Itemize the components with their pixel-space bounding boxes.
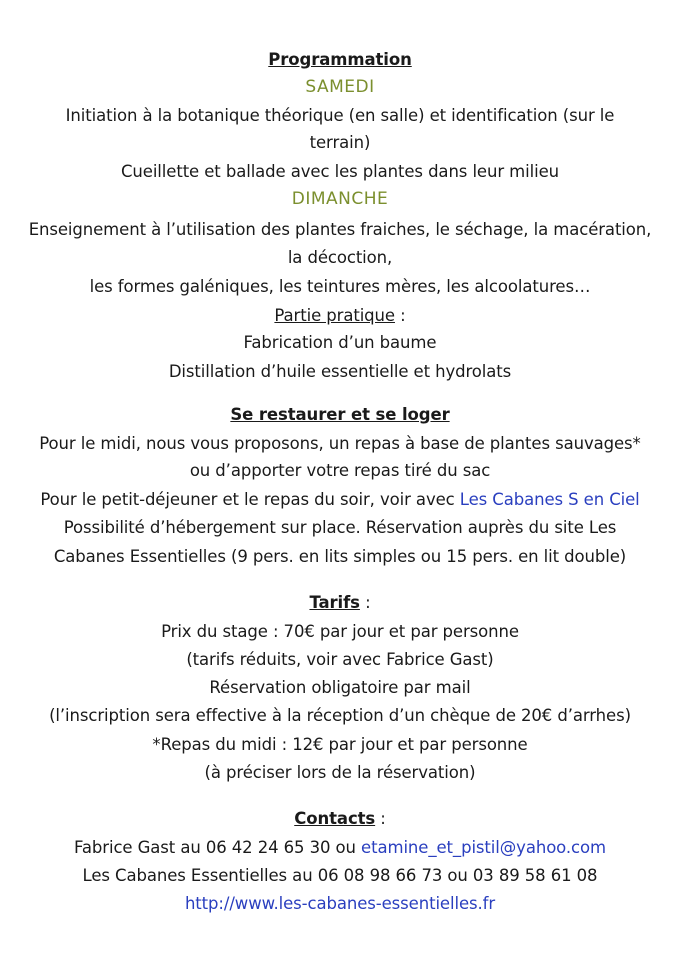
- fabrice-contact-line: [0, 836, 680, 860]
- fabrice-contact-text: Fabrice Gast au 06 42 24 65 30 ou: [74, 838, 362, 857]
- pratique-label: Partie pratique: [274, 306, 395, 325]
- contacts-suffix: :: [375, 809, 386, 828]
- cabanes-link[interactable]: Les Cabanes S en Ciel: [459, 490, 640, 509]
- restaurer-title: Se restaurer et se loger: [230, 405, 450, 424]
- cabanes-contact-line: Les Cabanes Essentielles au 06 08 98 66 73 ou 03 89 58 61 08: [82, 866, 598, 885]
- tarifs-line-6: (à préciser lors de la réservation): [204, 763, 476, 782]
- tarifs-line-1: Prix du stage : 70€ par jour et par personne: [161, 622, 519, 641]
- dimanche-line-3: les formes galéniques, les teintures mères, les alcoolatures…: [89, 277, 591, 296]
- samedi-line-2: terrain): [309, 133, 371, 152]
- email-link[interactable]: etamine_et_pistil@yahoo.com: [361, 838, 606, 857]
- contacts-heading: [0, 807, 680, 831]
- dimanche-line-2: la décoction,: [287, 248, 393, 267]
- tarifs-line-2: (tarifs réduits, voir avec Fabrice Gast): [186, 650, 494, 669]
- website-link[interactable]: http://www.les-cabanes-essentielles.fr: [184, 894, 496, 913]
- samedi-line-1: Initiation à la botanique théorique (en salle) et identification (sur le: [65, 106, 615, 125]
- breakfast-text: Pour le petit-déjeuner et le repas du soir, voir avec: [40, 490, 460, 509]
- tarifs-title: Tarifs: [309, 593, 360, 612]
- pratique-heading: [0, 304, 680, 328]
- restaurer-line-1: Pour le midi, nous vous proposons, un repas à base de plantes sauvages*: [39, 434, 641, 453]
- tarifs-line-4: (l’inscription sera effective à la réception d’un chèque de 20€ d’arrhes): [49, 706, 631, 725]
- breakfast-line: [0, 488, 680, 512]
- pratique-line-2: Distillation d’huile essentielle et hydrolats: [168, 362, 512, 381]
- tarifs-line-3: Réservation obligatoire par mail: [209, 678, 471, 697]
- programme-title: Programmation: [268, 50, 412, 69]
- hebergement-line-1: Possibilité d’hébergement sur place. Réservation auprès du site Les: [63, 518, 617, 537]
- hebergement-line-2: Cabanes Essentielles (9 pers. en lits simples ou 15 pers. en lit double): [53, 547, 627, 566]
- dimanche-line-1: Enseignement à l’utilisation des plantes fraiches, le séchage, la macération,: [28, 220, 652, 239]
- pratique-suffix: :: [394, 306, 406, 325]
- tarifs-suffix: :: [359, 593, 371, 612]
- contacts-title: Contacts: [294, 809, 376, 828]
- pratique-line-1: Fabrication d’un baume: [243, 333, 437, 352]
- restaurer-line-2: ou d’apporter votre repas tiré du sac: [189, 461, 491, 480]
- dimanche-label: DIMANCHE: [291, 189, 389, 209]
- tarifs-heading: [0, 591, 680, 615]
- tarifs-line-5: *Repas du midi : 12€ par jour et par personne: [152, 735, 528, 754]
- samedi-label: SAMEDI: [305, 77, 375, 97]
- samedi-line-3: Cueillette et ballade avec les plantes dans leur milieu: [120, 162, 560, 181]
